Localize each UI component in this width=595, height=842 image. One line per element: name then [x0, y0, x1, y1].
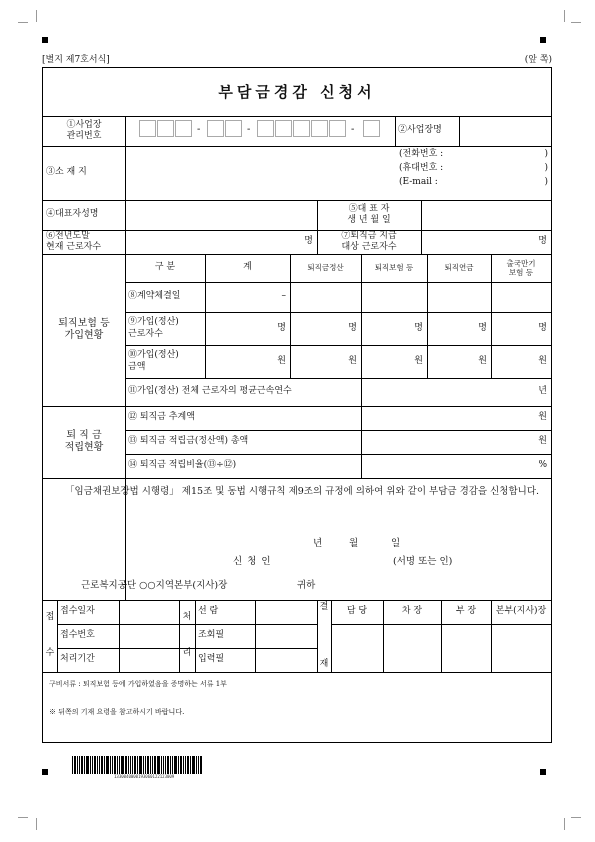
registration-mark: [42, 37, 48, 43]
barcode-bar: [110, 756, 111, 774]
crop-mark: [552, 818, 565, 830]
approver-branch-head: 본부(지사)장: [495, 606, 547, 617]
amount-departure-cell[interactable]: 원: [538, 355, 547, 366]
registration-mark: [42, 769, 48, 775]
barcode-bar: [192, 756, 195, 774]
phone-label: (전화번호 :: [399, 149, 444, 159]
barcode-bar: [137, 756, 138, 774]
barcode-bar: [187, 756, 189, 774]
reserve-ratio-label: ⑭ 퇴직금 적립비율(⑬÷⑫): [128, 460, 237, 471]
barcode-bar: [134, 756, 136, 774]
reserve-ratio-field[interactable]: %: [538, 460, 547, 471]
barcode-bar: [150, 756, 151, 774]
crop-mark: [36, 818, 49, 830]
application-form: 부담금경감 신청서 ①사업장 관리번호 - - - ②사업장명 ③소 재 지 (전화번호 : ) (휴대번호 : ) (E-mail : ) ④대표자성명 ⑤대 표 자 생 년 월 일 ⑥전년도말 현재 근로자수 명 ⑦퇴직금 지급 대상 근로자수 명 퇴직보험 등 가입현황 구 분 계 퇴직금정산 퇴직보험 등 퇴직연금 출국만기 보험 등 ⑧계약체결일 – ⑨가입(정산) 근로자수 명 명 명 명 명 ⑩가입(정산) 금액 원 원 원 원 원 ⑪가입(정산) 전체 근로자의 평균근속연수 년 퇴 직 금 적립현황 ⑫ 퇴직금 추계액 원 ⑬ 퇴직금 적립금(정산액) 총액 원 ⑭ 퇴직금 적립비율(⑬÷⑫) % 「임금채권보장법 시행령」 제15조 및 동법 시행규칙 제9조의 규정에 의하여 위와 같이 부담금 경감을 신청합니다. 년 월 일 신 청 인 (서명 또는 인) 근로복지공단 ○○지역본부(지사)장 귀하 접 수 접수일자 접수번호 처리기간 처 리 선 람 조회필 입력필 결 재 담 당 차 장 부 장 본부(지사)장 구비서류 : 퇴직보험 등에 가입하였음을 증명하는 서류 1부 ※ 뒤쪽의 기재 요령을 참고하시기 바랍니다.: [42, 67, 552, 743]
input-field[interactable]: [255, 648, 317, 672]
total-header: 계: [243, 262, 252, 273]
severance-estimate-label: ⑫ 퇴직금 추계액: [128, 412, 195, 423]
honorific: 귀하: [297, 580, 316, 591]
address-field[interactable]: (전화번호 : ) (휴대번호 : ) (E-mail : ): [399, 149, 548, 187]
barcode-bar: [104, 756, 105, 774]
barcode-bar: [130, 756, 131, 774]
avg-service-field[interactable]: 년: [538, 386, 547, 397]
enrolled-total-cell[interactable]: 명: [277, 322, 286, 333]
approver-manager: 부 장: [455, 606, 477, 617]
prev-year-workers-field[interactable]: 명: [304, 236, 313, 247]
barcode-bar: [139, 756, 142, 774]
workplace-id-field[interactable]: - - -: [125, 116, 395, 146]
crop-mark: [18, 22, 28, 23]
barcode-bar: [125, 756, 127, 774]
barcode-bar: [106, 756, 109, 774]
approver-staff: 담 당: [346, 606, 368, 617]
barcode-bar: [161, 756, 162, 774]
enrolled-pension-cell[interactable]: 명: [478, 322, 487, 333]
approver-deputy: 차 장: [401, 606, 423, 617]
signature-label: (서명 또는 인): [393, 556, 453, 567]
barcode-bar: [190, 756, 191, 774]
barcode-bar: [99, 756, 100, 774]
barcode-bar: [132, 756, 133, 774]
receipt-date-field[interactable]: [119, 600, 179, 624]
enrolled-amount-label: ⑩가입(정산) 금액: [128, 350, 179, 372]
enrolled-insurance-cell[interactable]: 명: [414, 322, 423, 333]
barcode-bar: [117, 756, 118, 774]
barcode-bar: [198, 756, 199, 774]
barcode-bar: [200, 756, 202, 774]
enrolled-workers-label: ⑨가입(정산) 근로자수: [128, 317, 179, 339]
contract-date-dash: –: [281, 291, 286, 302]
barcode-bar: [145, 756, 146, 774]
barcode-bar: [185, 756, 186, 774]
departure-insurance-header: 출국만기 보험 등: [506, 258, 536, 277]
severance-settlement-header: 퇴직금정산: [307, 263, 344, 273]
avg-service-label: ⑪가입(정산) 전체 근로자의 평균근속연수: [128, 386, 292, 397]
barcode-bar: [165, 756, 166, 774]
barcode-bar: [72, 756, 73, 774]
representative-field[interactable]: [125, 200, 317, 230]
form-header: [42, 52, 552, 65]
barcode-bar: [119, 756, 120, 774]
receipt-date-label: 접수일자: [60, 606, 95, 617]
barcode-bar: [172, 756, 173, 774]
recipient: 근로복지공단 ○○지역본부(지사)장: [81, 580, 228, 591]
processing-label: 처 리: [182, 612, 192, 659]
amount-insurance-cell[interactable]: 원: [414, 355, 423, 366]
barcode-bar: [79, 756, 80, 774]
crop-mark: [36, 10, 49, 22]
review-label: 선 람: [198, 606, 219, 617]
amount-pension-cell[interactable]: 원: [478, 355, 487, 366]
barcode-bar: [81, 756, 83, 774]
workplace-name-label: ②사업장명: [398, 125, 442, 136]
contract-date-cell[interactable]: [361, 282, 427, 312]
input-label: 입력필: [198, 654, 225, 665]
declaration-text: 「임금채권보장법 시행령」 제15조 및 동법 시행규칙 제9조의 규정에 의하여 위와 같이 부담금 경감을 신청합니다.: [65, 486, 540, 497]
approval-sign-box[interactable]: [491, 624, 551, 672]
eligible-workers-field[interactable]: 명: [538, 236, 547, 247]
crop-mark: [552, 10, 565, 22]
barcode-bar: [77, 756, 78, 774]
applicant-label: 신 청 인: [233, 556, 272, 567]
barcode-bar: [152, 756, 153, 774]
representative-label: ④대표자성명: [46, 209, 99, 220]
retirement-insurance-label: 퇴직보험 등 가입현황: [58, 317, 110, 341]
reception-label: 접 수: [45, 612, 55, 659]
barcode-bar: [154, 756, 156, 774]
barcode-bar: [112, 756, 113, 774]
eligible-workers-label: ⑦퇴직금 지급 대상 근로자수: [341, 230, 397, 252]
barcode-bar: [183, 756, 184, 774]
workplace-id-label: ①사업장 관리번호: [66, 119, 102, 141]
approval-sign-box[interactable]: [441, 624, 491, 672]
reserve-total-field[interactable]: 원: [538, 436, 547, 447]
category-header: 구 분: [154, 262, 176, 273]
attachments-note: 구비서류 : 퇴직보험 등에 가입하였음을 증명하는 서류 1부: [49, 680, 227, 688]
barcode-bar: [143, 756, 144, 774]
email-label: (E-mail :: [399, 177, 438, 187]
barcode-number: 1330040000193060122123009: [114, 774, 175, 779]
crop-mark: [18, 817, 28, 818]
contract-date-label: ⑧계약체결일: [128, 291, 181, 302]
barcode-bar: [163, 756, 164, 774]
enrolled-departure-cell[interactable]: 명: [538, 322, 547, 333]
barcode-bar: [170, 756, 171, 774]
retirement-pension-header: 퇴직연금: [444, 263, 474, 273]
enrolled-severance-cell[interactable]: 명: [348, 322, 357, 333]
inquiry-field[interactable]: [255, 624, 317, 648]
amount-severance-cell[interactable]: 원: [348, 355, 357, 366]
barcode-bar: [121, 756, 124, 774]
barcode-bar: [147, 756, 149, 774]
contract-date-cell[interactable]: [290, 282, 361, 312]
review-field[interactable]: [255, 600, 317, 624]
receipt-number-label: 접수번호: [60, 630, 95, 641]
processing-period-field[interactable]: [119, 648, 179, 672]
barcode-bar: [94, 756, 96, 774]
representative-birthdate-label: ⑤대 표 자 생 년 월 일: [347, 203, 391, 225]
barcode-bar: [92, 756, 93, 774]
address-label: ③소 재 지: [46, 167, 87, 178]
registration-mark: [540, 769, 546, 775]
barcode-bar: [97, 756, 98, 774]
barcode-bar: [84, 756, 85, 774]
barcode-bar: [86, 756, 89, 774]
approval-label: 결 재: [319, 602, 329, 669]
processing-period-label: 처리기간: [60, 654, 95, 665]
barcode-bar: [74, 756, 76, 774]
contract-date-cell[interactable]: [491, 282, 551, 312]
crop-mark: [571, 817, 581, 818]
approval-sign-box[interactable]: [383, 624, 441, 672]
severance-estimate-field[interactable]: 원: [538, 412, 547, 423]
workplace-name-field[interactable]: [459, 116, 551, 146]
barcode-bar: [114, 756, 116, 774]
contract-date-cell[interactable]: [427, 282, 491, 312]
reserve-total-label: ⑬ 퇴직금 적립금(정산액) 총액: [128, 436, 249, 447]
barcode-bar: [167, 756, 169, 774]
amount-total-cell[interactable]: 원: [277, 355, 286, 366]
barcode-bar: [157, 756, 160, 774]
barcode-bar: [90, 756, 91, 774]
barcode-bar: [178, 756, 179, 774]
registration-mark: [540, 37, 546, 43]
crop-mark: [571, 22, 581, 23]
mobile-label: (휴대번호 :: [399, 163, 444, 173]
barcode-bar: [101, 756, 103, 774]
barcode-bar: [180, 756, 182, 774]
approval-sign-box[interactable]: [331, 624, 383, 672]
page-side: (앞 쪽): [524, 55, 552, 65]
form-title: 부담금경감 신청서: [218, 82, 376, 101]
instruction-note: ※ 뒤쪽의 기재 요령을 참고하시기 바랍니다.: [49, 708, 185, 716]
barcode-bar: [196, 756, 197, 774]
retirement-insurance-header: 퇴직보험 등: [374, 263, 414, 273]
inquiry-label: 조회필: [198, 630, 225, 641]
barcode-bar: [128, 756, 129, 774]
barcode: [72, 756, 222, 778]
prev-year-workers-label: ⑥전년도말 현재 근로자수: [46, 230, 102, 252]
severance-reserve-label: 퇴 직 금 적립현황: [64, 429, 104, 453]
receipt-number-field[interactable]: [119, 624, 179, 648]
birthdate-field[interactable]: [421, 200, 551, 230]
form-number: [별지 제7호서식]: [42, 55, 110, 65]
barcode-bar: [174, 756, 177, 774]
